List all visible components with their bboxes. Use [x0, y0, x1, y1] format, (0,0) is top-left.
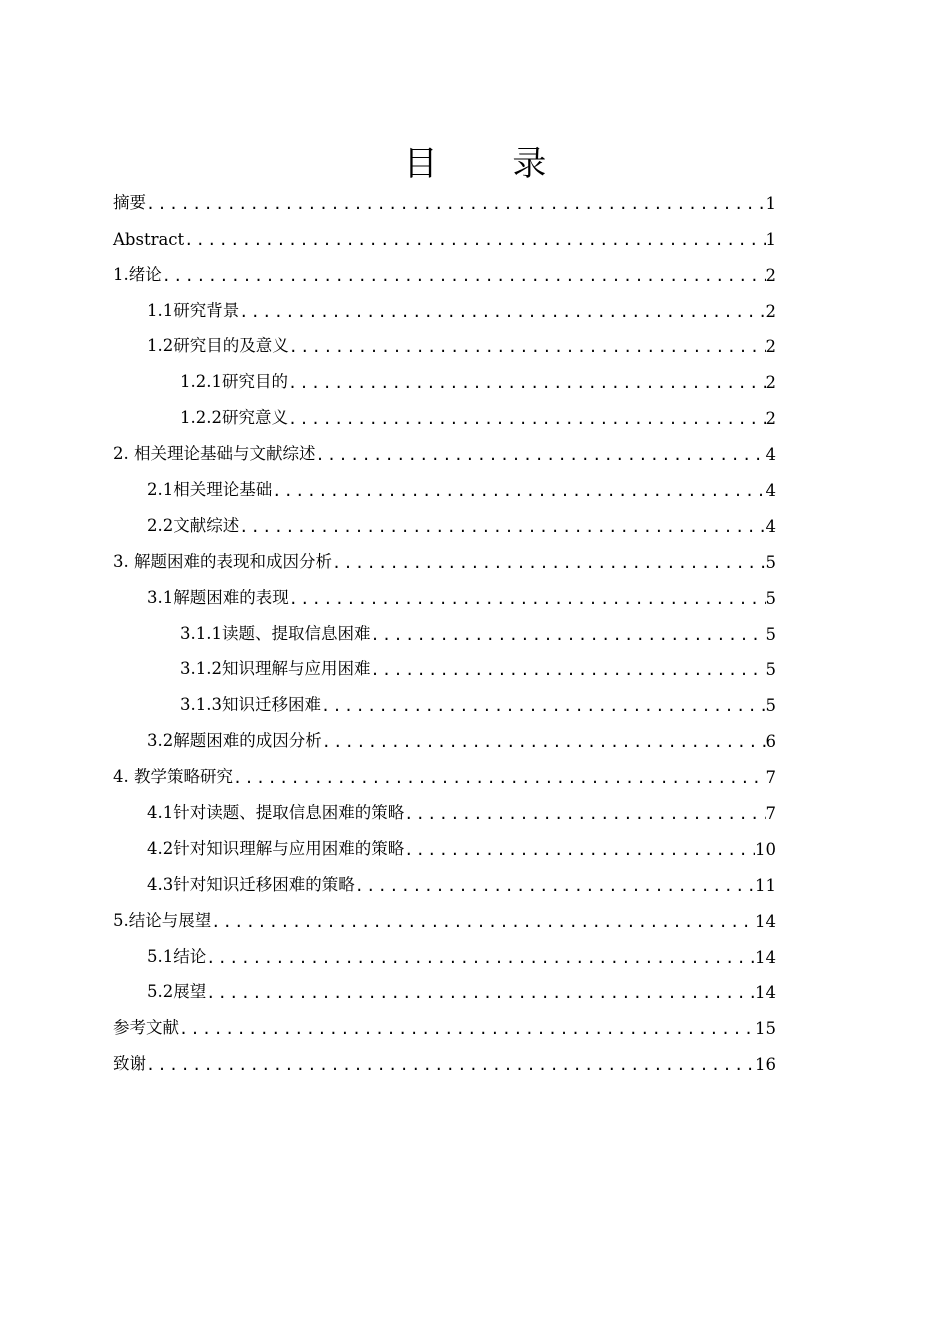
dot-leader: [332, 554, 766, 578]
toc-entry[interactable]: [113, 1008, 776, 1044]
toc-entry-label: 1.1研究背景: [147, 300, 240, 320]
dot-leader: [206, 984, 755, 1008]
dot-leader: [211, 913, 755, 937]
dot-leader: [184, 231, 765, 255]
toc-entry[interactable]: [113, 255, 776, 291]
dot-leader: [321, 697, 766, 721]
toc-entry-page-number: 14: [755, 983, 776, 1003]
dot-leader: [370, 626, 765, 650]
toc-entry-page-number: 2: [765, 301, 776, 321]
toc-entry-label: 1.绪论: [113, 264, 162, 284]
toc-entry-page-number: 4: [765, 481, 776, 501]
toc-entry-label: 4.3针对知识迁移困难的策略: [147, 874, 355, 894]
toc-entry-label: 1.2.2研究意义: [180, 408, 288, 428]
table-of-contents: [113, 183, 776, 1080]
toc-entry-page-number: 16: [755, 1055, 776, 1075]
dot-leader: [289, 590, 766, 614]
dot-leader: [206, 949, 755, 973]
toc-entry-page-number: 7: [765, 804, 776, 824]
toc-entry[interactable]: [113, 362, 776, 398]
dot-leader: [239, 303, 765, 327]
toc-entry-page-number: 6: [765, 732, 776, 752]
toc-entry-page-number: 4: [765, 516, 776, 536]
dot-leader: [288, 374, 766, 398]
dot-leader: [146, 195, 766, 219]
toc-entry-page-number: 5: [765, 552, 776, 572]
dot-leader: [162, 267, 766, 291]
toc-entry-label: 3. 解题困难的表现和成因分析: [113, 551, 332, 571]
toc-entry-label: 3.1.3知识迁移困难: [180, 695, 321, 715]
toc-entry[interactable]: [113, 398, 776, 434]
toc-entry-page-number: 7: [765, 768, 776, 788]
toc-entry-label: 1.2研究目的及意义: [147, 336, 289, 356]
toc-entry-page-number: 14: [755, 911, 776, 931]
toc-entry[interactable]: [113, 793, 776, 829]
toc-entry-label: 3.2解题困难的成因分析: [147, 731, 322, 751]
toc-entry[interactable]: [113, 470, 776, 506]
toc-entry-label: 3.1解题困难的表现: [147, 587, 289, 607]
toc-entry[interactable]: [113, 973, 776, 1009]
dot-leader: [179, 1020, 755, 1044]
toc-entry[interactable]: [113, 542, 776, 578]
dot-leader: [355, 877, 755, 901]
dot-leader: [316, 446, 766, 470]
dot-leader: [239, 518, 765, 542]
toc-entry-label: 1.2.1研究目的: [180, 372, 288, 392]
toc-entry-page-number: 4: [765, 445, 776, 465]
toc-entry[interactable]: [113, 434, 776, 470]
toc-entry-label: Abstract: [113, 229, 185, 249]
toc-entry[interactable]: [113, 685, 776, 721]
toc-entry[interactable]: [113, 327, 776, 363]
toc-entry[interactable]: [113, 829, 776, 865]
toc-entry-page-number: 2: [765, 373, 776, 393]
toc-entry[interactable]: [113, 183, 776, 219]
toc-entry[interactable]: [113, 757, 776, 793]
toc-entry-page-number: 14: [755, 947, 776, 967]
dot-leader: [233, 769, 766, 793]
toc-entry[interactable]: [113, 865, 776, 901]
toc-entry[interactable]: [113, 578, 776, 614]
toc-entry-page-number: 5: [765, 696, 776, 716]
toc-entry[interactable]: [113, 291, 776, 327]
toc-entry-label: 4.2针对知识理解与应用困难的策略: [147, 838, 405, 858]
toc-entry-label: 3.1.2知识理解与应用困难: [180, 659, 371, 679]
toc-entry-label: 5.2展望: [147, 982, 207, 1002]
toc-entry[interactable]: [113, 219, 776, 255]
dot-leader: [272, 482, 765, 506]
dot-leader: [322, 733, 766, 757]
toc-entry-page-number: 1: [765, 229, 776, 249]
toc-entry-label: 2.2文献综述: [147, 515, 240, 535]
toc-entry-page-number: 10: [755, 839, 776, 859]
toc-entry[interactable]: [113, 650, 776, 686]
toc-entry-label: 4.1针对读题、提取信息困难的策略: [147, 803, 405, 823]
dot-leader: [146, 1056, 755, 1080]
toc-entry-page-number: 5: [765, 624, 776, 644]
dot-leader: [404, 841, 755, 865]
toc-entry-label: 3.1.1读题、提取信息困难: [180, 623, 371, 643]
toc-entry-label: 参考文献: [113, 1018, 179, 1038]
dot-leader: [404, 805, 765, 829]
toc-entry-page-number: 2: [765, 337, 776, 357]
toc-entry-label: 摘要: [113, 192, 146, 212]
toc-entry[interactable]: [113, 1044, 776, 1080]
toc-entry-label: 5.结论与展望: [113, 910, 212, 930]
dot-leader: [288, 410, 766, 434]
toc-entry[interactable]: [113, 614, 776, 650]
page-title: 目 录: [403, 144, 579, 184]
toc-entry-page-number: 5: [765, 660, 776, 680]
toc-entry-label: 2. 相关理论基础与文献综述: [113, 444, 316, 464]
toc-entry[interactable]: [113, 506, 776, 542]
toc-entry-label: 致谢: [113, 1054, 146, 1074]
toc-entry-page-number: 15: [755, 1019, 776, 1039]
toc-entry-page-number: 5: [765, 588, 776, 608]
toc-entry-label: 4. 教学策略研究: [113, 767, 233, 787]
dot-leader: [370, 661, 765, 685]
toc-entry[interactable]: [113, 901, 776, 937]
toc-entry-page-number: 11: [755, 875, 776, 895]
toc-entry[interactable]: [113, 937, 776, 973]
toc-entry-label: 5.1结论: [147, 946, 207, 966]
toc-entry-label: 2.1相关理论基础: [147, 480, 273, 500]
toc-entry-page-number: 1: [765, 193, 776, 213]
toc-entry-page-number: 2: [765, 409, 776, 429]
dot-leader: [289, 338, 766, 362]
toc-entry[interactable]: [113, 721, 776, 757]
toc-entry-page-number: 2: [765, 265, 776, 285]
